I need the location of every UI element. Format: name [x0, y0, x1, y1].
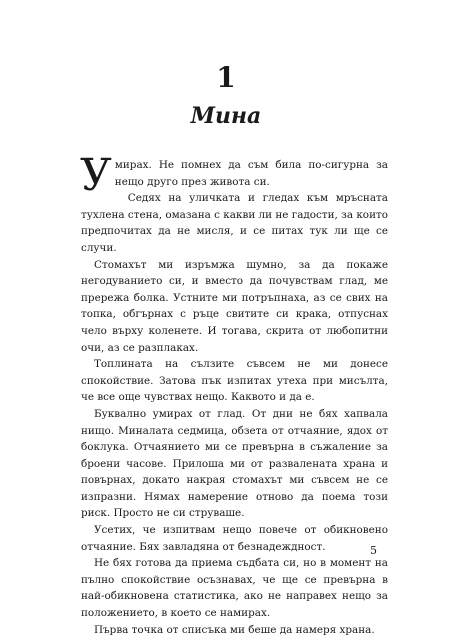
paragraph-3: Стомахът ми изръмжа шумно, за да покаже негодуванието си, и вместо да почувствам глад, ме прережа болка. Устните ми потръпнаха, аз се свих на топка, обгърнах с ръце свитите си крака, отпуснах чело върху коленете. И тогава, скрита от любопитни очи, аз се разплаках.: [81, 258, 388, 354]
paragraph-1: [80, 150, 388, 201]
paragraph-8: Първа точка от списъка ми беше да намеря храна.: [94, 623, 375, 636]
paragraph-6: Усетих, че изпитвам нещо повече от обикновено отчаяние. Бях завладяна от безнадеждност.: [81, 524, 388, 553]
paragraph-5: Буквално умирах от глад. От дни не бях хапвала нищо. Миналата седмица, обзета от отчаяние, ядох от боклука. Отчаянието ми се превърна в съжаление за броени часове. Прилоша ми от развалената храна и повърнах, докато накрая стомахът ми съвсем не се изпразни. Нямах намерение отново да поема този риск. Просто не си струваше.: [81, 407, 388, 520]
paragraph-2: Седях на уличката и гледах към мръсната тухлена стена, омазана с какви ли не гадости, за които предпочитах да не мисля, и се питах тук ли ще се случи.: [81, 192, 388, 254]
paragraph-4: Топлината на сълзите съвсем не ми донесе спокойствие. Затова пък изпитах утеха при мисълта, че все още чувствах нещо. Каквото и да е.: [81, 358, 388, 404]
paragraph-7: Не бях готова да приема съдбата си, но в момент на пълно спокойствие осъзнавах, че ще се превърна в най-обикновена статистика, ако не направех нещо за положението, в което се намирах.: [81, 557, 388, 620]
paragraph-text: мирах. Не помнех да съм била по-сигурна за нещо друго през живота си.: [114, 159, 388, 188]
page-number: 5: [370, 544, 377, 557]
chapter-number: 1: [216, 61, 236, 94]
drop-cap: У: [80, 150, 112, 201]
chapter-title: Мина: [190, 103, 262, 129]
chapter-body: [80, 150, 388, 638]
